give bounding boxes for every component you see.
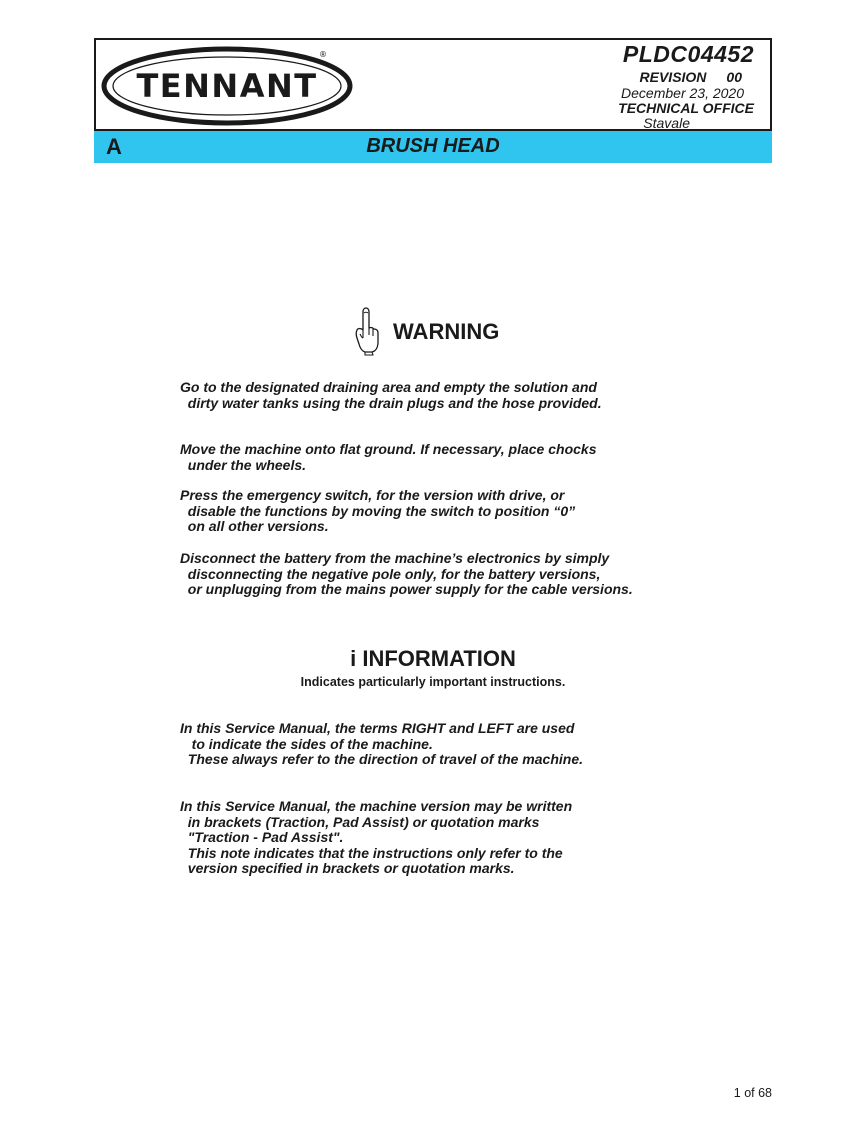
information-title: INFORMATION — [362, 646, 516, 671]
revision-line — [618, 70, 754, 85]
section-band — [94, 131, 772, 163]
document-header — [94, 38, 772, 131]
warning-paragraph-3: Press the emergency switch, for the version with drive, or disable the functions by moving the switch to position “0” on all other versions. — [180, 487, 576, 535]
registered-mark: ® — [319, 50, 327, 59]
information-heading — [0, 646, 866, 672]
revision-label: REVISION — [639, 69, 707, 86]
page-number: 1 of 68 — [733, 1086, 772, 1100]
document-meta — [618, 42, 754, 132]
office-name: TECHNICAL OFFICE — [618, 100, 754, 117]
section-letter: A — [106, 134, 122, 159]
warning-paragraph-2: Move the machine onto flat ground. If necessary, place chocks under the wheels. — [180, 441, 597, 473]
revision-number: 00 — [726, 69, 742, 86]
information-subtitle: Indicates particularly important instructions. — [300, 675, 566, 689]
info-icon: i — [350, 646, 357, 671]
info-paragraph-2: In this Service Manual, the machine version may be written in brackets (Traction, Pad Assist) or quotation marks "Traction - Pad Assist". This note indicates that the instructions only refer to the version specified in brackets or quotation marks. — [180, 798, 573, 877]
section-title: BRUSH HEAD — [366, 135, 500, 157]
office-location: Stavale — [643, 115, 690, 132]
document-code: PLDC04452 — [622, 41, 754, 67]
warning-paragraph-4: Disconnect the battery from the machine’s electronics by simply disconnecting the negative pole only, for the battery versions, or unplugging from the mains power supply for the cable versions. — [180, 550, 633, 598]
info-paragraph-1: In this Service Manual, the terms RIGHT and LEFT are used to indicate the sides of the machine. These always refer to the direction of travel of the machine. — [180, 720, 583, 768]
tennant-logo — [99, 43, 355, 128]
logo-text: TENNANT — [136, 67, 318, 105]
warning-title: WARNING — [393, 319, 500, 344]
pointing-hand-icon — [353, 305, 381, 357]
revision-date: December 23, 2020 — [621, 84, 744, 101]
warning-paragraph-1: Go to the designated draining area and empty the solution and dirty water tanks using the drain plugs and the hose provided. — [180, 379, 602, 411]
